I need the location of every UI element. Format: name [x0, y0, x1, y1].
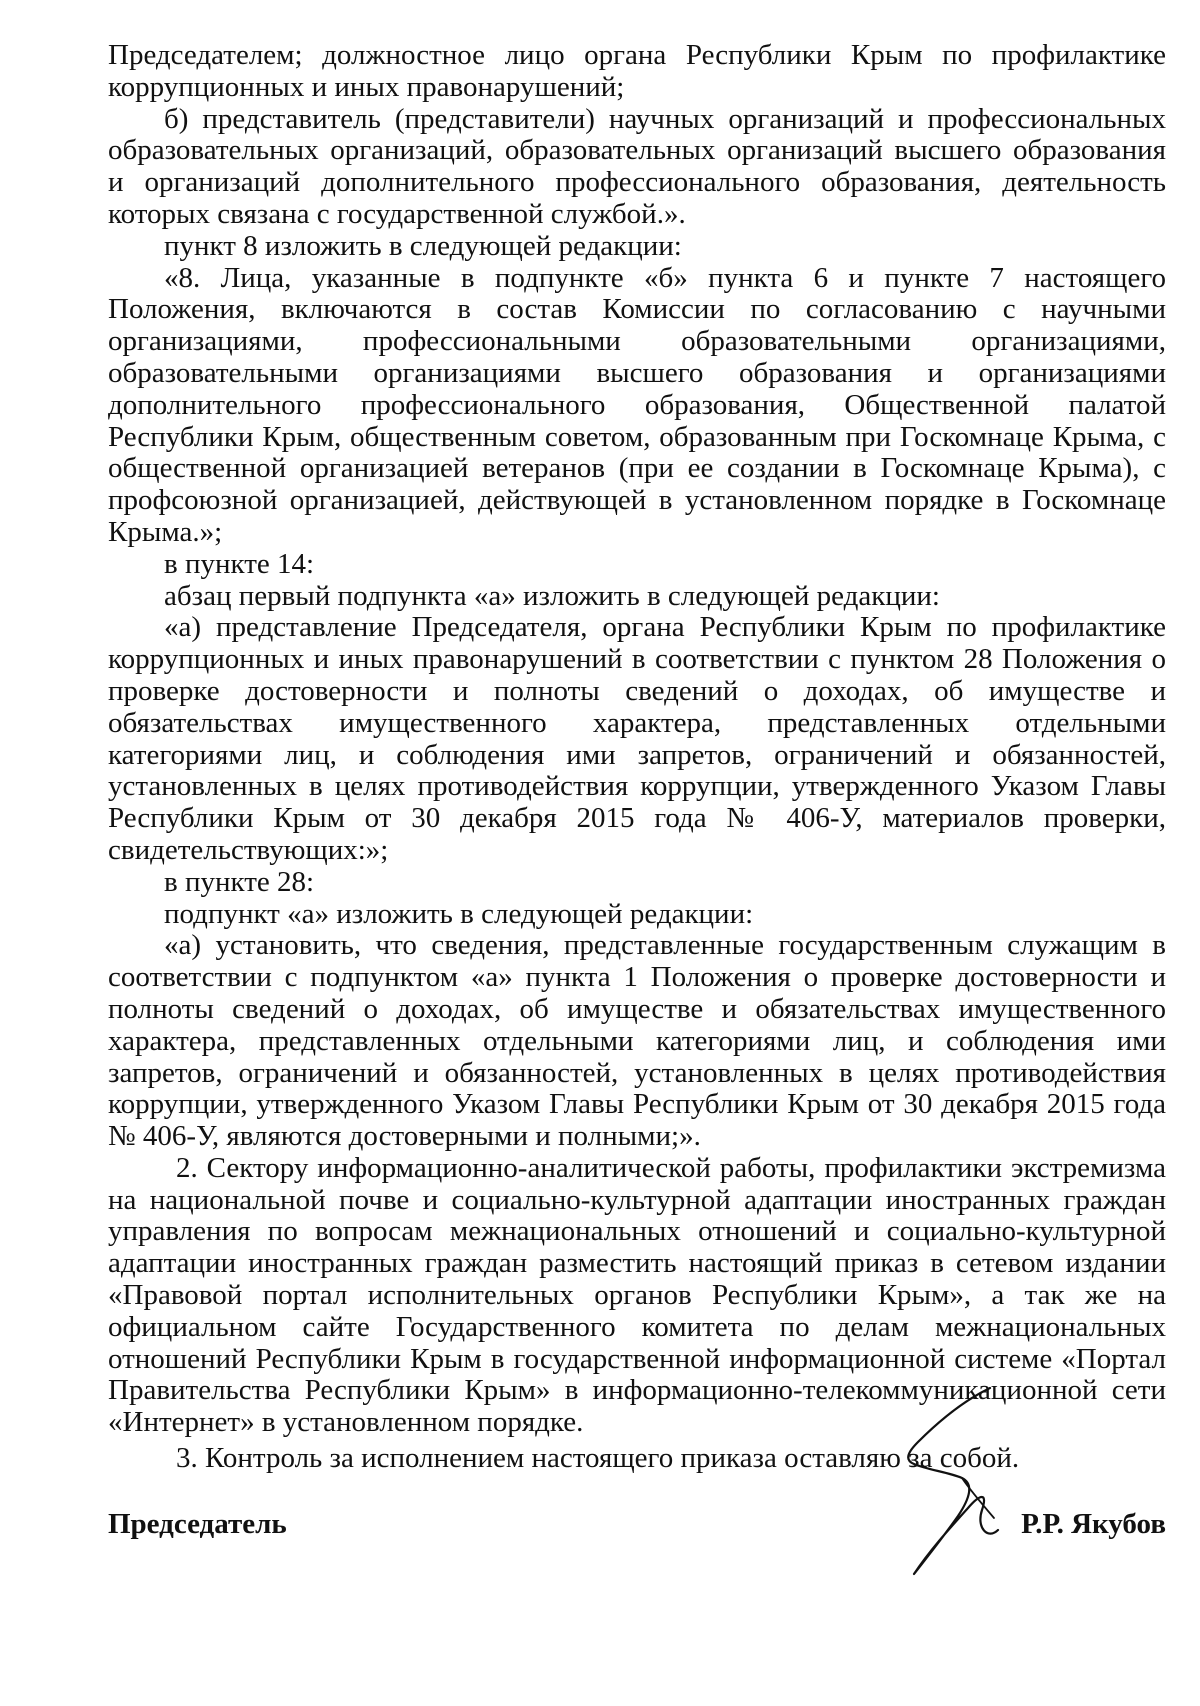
paragraph-point-2: 2. Сектору информационно-аналитической работы, профилактики экстремизма на национальной почве и социально-культурной адаптации иностранных граждан управления по вопросам межнациональных отношений и социально-культурной адаптации иностранных граждан разместить настоящий приказ в сетевом издании «Правовой портал исполнительных органов Республики Крым», а так же на официальном сайте Государственного комитета по делам межнациональных отношений Республики Крым в государственной информационной системе «Портал Правительства Республики Крым» в информационно-телекоммуникационной сети «Интернет» в установленном порядке.	[108, 1151, 1166, 1439]
paragraph-item-8-text: «8. Лица, указанные в подпункте «б» пункта 6 и пункте 7 настоящего Положения, включаются в состав Комиссии по согласованию с научными организациями, профессиональными образовательными организациями, образовательными организациями высшего образования и организациями дополнительного профессионального образования, Общественной палатой Республики Крым, общественным советом, образованным при Госкомнаце Крыма, с общественной организацией ветеранов (при ее создании в Госкомнаце Крыма), с профсоюзной организацией, действующей в установленном порядке в Госкомнаце Крыма.»;	[108, 261, 1166, 548]
handwritten-signature	[870, 1380, 1030, 1580]
paragraph-item-28-intro: в пункте 28:	[164, 865, 315, 898]
document-body	[108, 40, 1166, 1475]
paragraph-item-14-intro: в пункте 14:	[164, 547, 315, 580]
paragraph-item-28-subitem-a-text: «а) установить, что сведения, представленные государственным служащим в соответствии с подпунктом «а» пункта 1 Положения о проверке достоверности и полноты сведений о доходах, об имуществе и обязательствах имущественного характера, представленных отдельными категориями лиц, и соблюдения ими запретов, ограничений и обязанностей, установленных в целях противодействия коррупции, утвержденного Указом Главы Республики Крым от 30 декабря 2015 года № 406-У, являются достоверными и полными;».	[108, 929, 1166, 1153]
paragraph-chairman-clause: Председателем; должностное лицо органа Республики Крым по профилактике коррупционных и иных правонарушений;	[108, 39, 1166, 103]
paragraph-point-3: 3. Контроль за исполнением настоящего приказа оставляю за собой.	[176, 1442, 1020, 1475]
paragraph-subitem-b: б) представитель (представители) научных организаций и профессиональных образовательных организаций, образовательных организаций высшего образования и организаций дополнительного профессионального образования, деятельность которых связана с государственной службой.».	[108, 102, 1166, 230]
signatory-title: Председатель	[108, 1508, 287, 1540]
signature-block	[108, 1486, 1166, 1546]
paragraph-item-8-intro: пункт 8 изложить в следующей редакции:	[164, 229, 682, 262]
paragraph-item-14-subitem-a-intro: абзац первый подпункта «а» изложить в следующей редакции:	[164, 579, 940, 612]
paragraph-item-28-subitem-a-intro: подпункт «а» изложить в следующей редакции:	[164, 897, 754, 930]
signatory-name: Р.Р. Якубов	[1021, 1508, 1166, 1540]
paragraph-item-14-subitem-a-text: «а) представление Председателя, органа Республики Крым по профилактике коррупционных и иных правонарушений в соответствии с пунктом 28 Положения о проверке достоверности и полноты сведений о доходах, об имуществе и обязательствах имущественного характера, представленных отдельными категориями лиц, и соблюдения ими запретов, ограничений и обязанностей, установленных в целях противодействия коррупции, утвержденного Указом Главы Республики Крым от 30 декабря 2015 года № 406-У, материалов проверки, свидетельствующих:»;	[108, 611, 1166, 866]
